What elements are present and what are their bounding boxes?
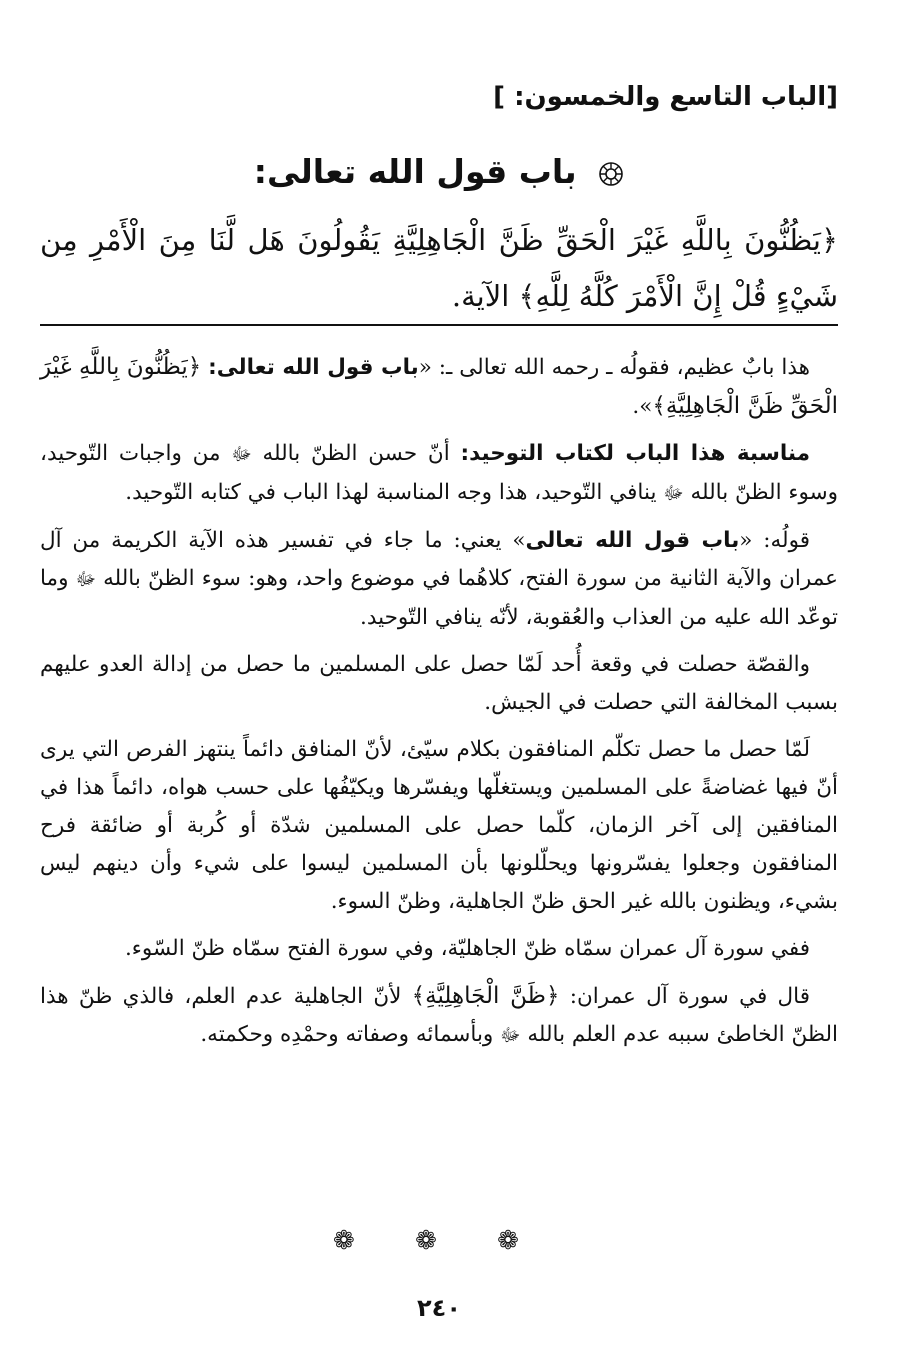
flower-ornament-icon [598,161,624,187]
commentary-body [40,348,838,1064]
heading-text: باب قول الله تعالى: [253,152,577,191]
paragraph-5: لَمّا حصل ما حصل تكلّم المنافقون بكلام سيّئ، لأنّ المنافق دائماً ينتهز الفرص التي يرى أنّ فيها غضاضةً على المسلمين ويستغلّها ويفسّرها ويكيّفُها على حسب هواه، دائماً هذا في المنافقين إلى آخر الزمان، كلّما حصل على المسلمين شدّة أو كُربة أو ضائقة فرح المنافقون وجعلوا يفسّرونها ويحلّلونها بأن المسلمين ليسوا على شيء وأن دينهم ليس بشيء، ويظنون بالله غير الحق ظنّ الجاهلية، وظنّ السوء. [40,737,838,914]
header-divider [40,324,838,326]
paragraph-6: ففي سورة آل عمران سمّاه ظنّ الجاهليّة، وفي سورة الفتح سمّاه ظنّ السّوء. [124,936,810,961]
paragraph-1: هذا بابٌ عظيم، فقولُه ـ رحمه الله تعالى ـ: «باب قول الله تعالى: ﴿يَظُنُّونَ بِاللَّهِ غَيْرَ الْحَقِّ ظَنَّ الْجَاهِلِيَّةِ﴾». [40,354,838,419]
quran-verse-header: ﴿يَظُنُّونَ بِاللَّهِ غَيْرَ الْحَقِّ ظَنَّ الْجَاهِلِيَّةِ يَقُولُونَ هَل لَّنَا مِنَ الْأَمْرِ مِن شَيْءٍ قُلْ إِنَّ الْأَمْرَ كُلَّهُ لِلَّهِ﴾ الآية. [40,223,838,313]
section-heading [40,152,838,191]
honorific-symbol: ﷻ [663,483,684,504]
honorific-symbol: ﷻ [75,569,96,590]
paragraph-4: والقصّة حصلت في وقعة أُحد لَمّا حصل على المسلمين ما حصل من إدالة العدو عليهم بسبب المخالفة التي حصلت في الجيش. [40,652,838,715]
book-page [40,0,838,1360]
quran-quote: ﴿يَظُنُّونَ بِاللَّهِ غَيْرَ الْحَقِّ ظَنَّ الْجَاهِلِيَّةِ﴾ [40,354,838,419]
bold-title: باب قول الله تعالى [525,528,740,553]
honorific-symbol: ﷻ [500,1025,521,1046]
paragraph-3: قولُه: «باب قول الله تعالى» يعني: ما جاء في تفسير هذه الآية الكريمة من آل عمران والآية الثانية من سورة الفتح، كلاهُما في موضوع واحد، وهو: سوء الظنّ بالله ﷻ وما توعّد الله عليه من العذاب والعُقوبة، لأنّه ينافي التّوحيد. [40,528,838,630]
paragraph-7: قال في سورة آل عمران: ﴿ظَنَّ الْجَاهِلِيَّةِ﴾ لأنّ الجاهلية عدم العلم، فالذي ظنّ هذا الظنّ الخاطئ سببه عدم العلم بالله ﷻ وبأسمائه وصفاته وحمْدِه وحكمته. [40,983,838,1047]
bold-title: مناسبة هذا الباب لكتاب التوحيد: [460,441,811,466]
section-separator: ❁ ❁ ❁ [333,1226,545,1256]
paragraph-2: مناسبة هذا الباب لكتاب التوحيد: أنّ حسن الظنّ بالله ﷻ من واجبات التّوحيد، وسوء الظنّ بالله ﷻ ينافي التّوحيد، هذا وجه المناسبة لهذا الباب في كتابه التّوحيد. [40,441,838,505]
honorific-symbol: ﷻ [231,444,252,465]
quran-quote: ﴿ظَنَّ الْجَاهِلِيَّةِ﴾ [411,983,560,1009]
page-number: ٢٤٠ [417,1294,461,1322]
chapter-label: [الباب التاسع والخمسون: ] [493,82,838,112]
bold-title: باب قول الله تعالى: [208,355,419,380]
